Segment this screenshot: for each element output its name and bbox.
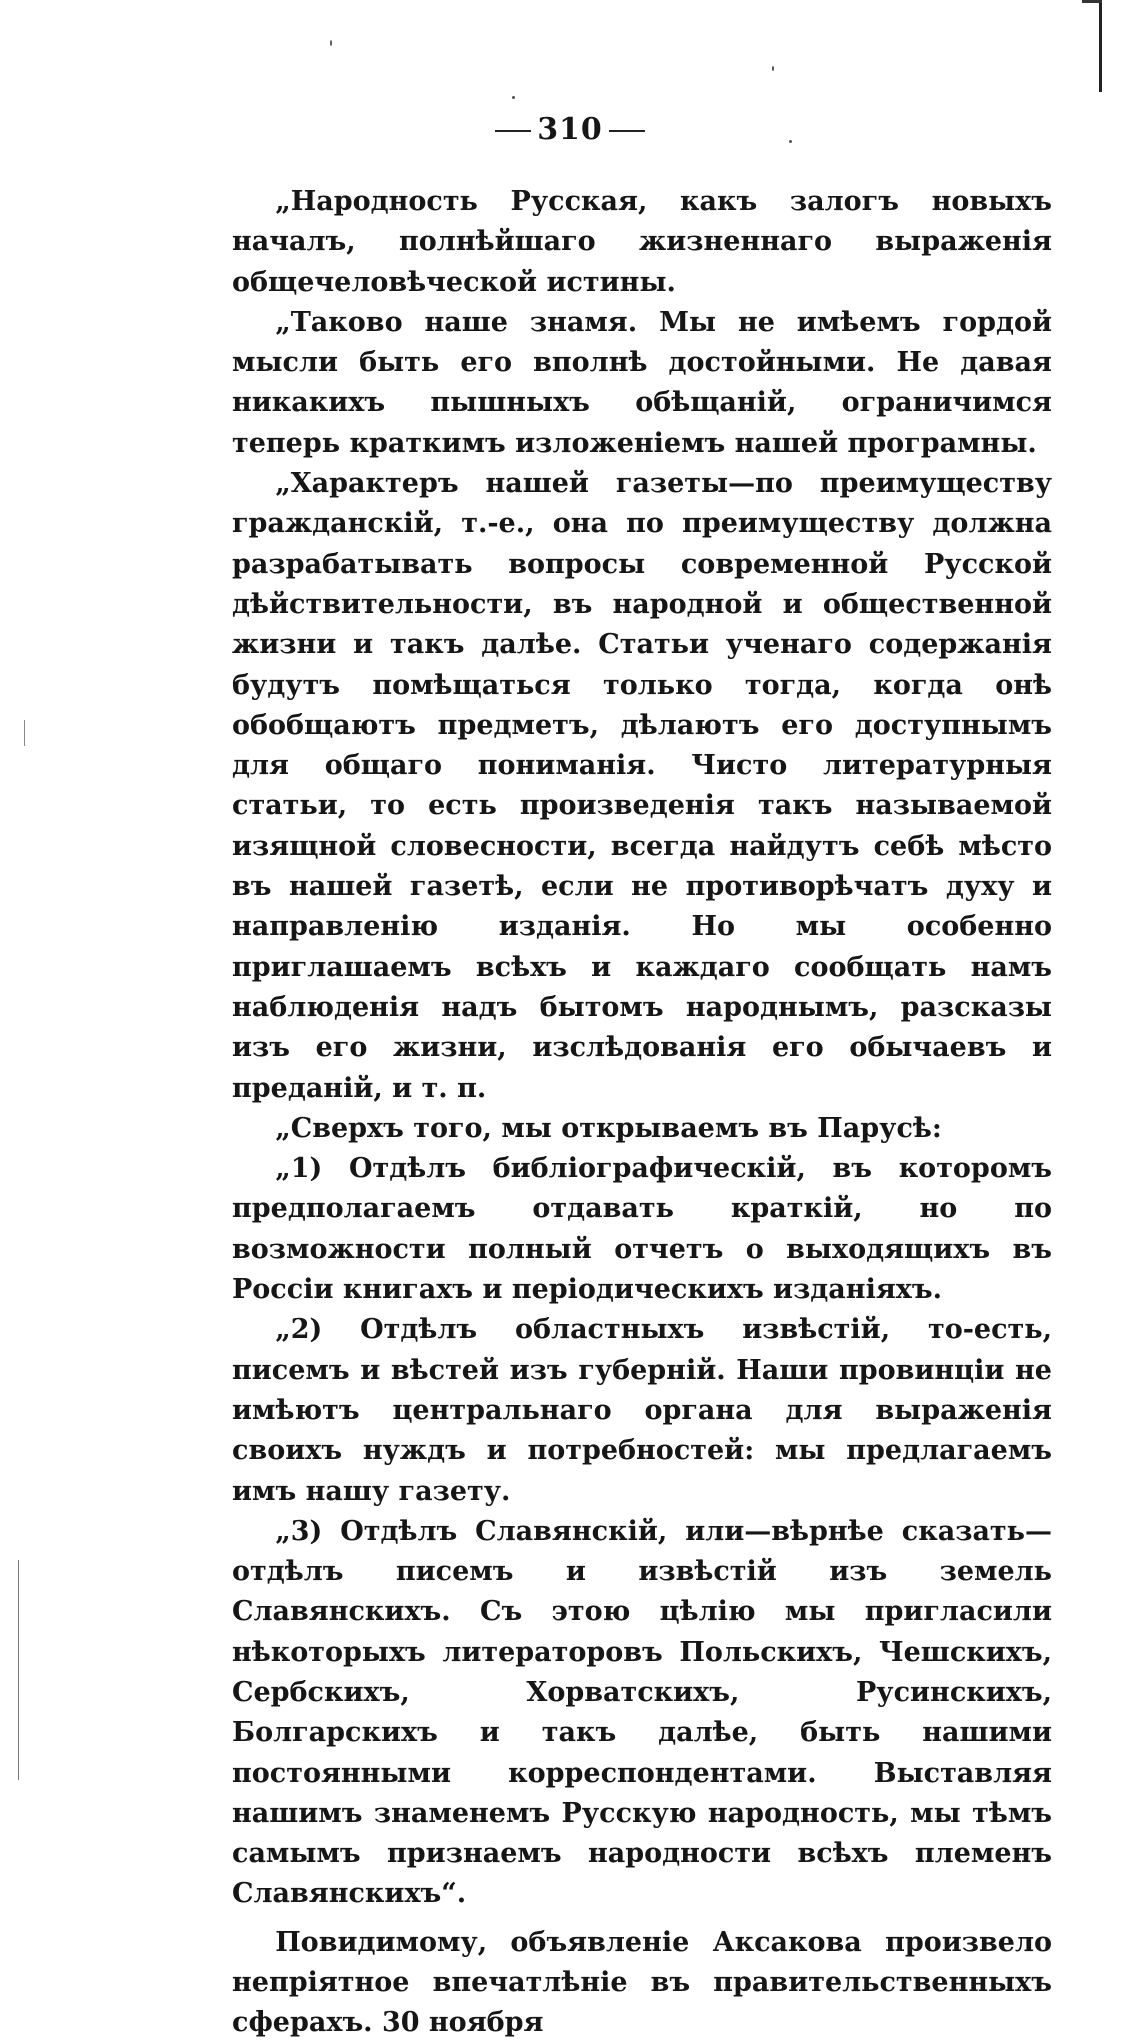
scan-left-edge-line	[18, 1560, 19, 1780]
paragraph-6: „2) Отдѣлъ областныхъ извѣстій, то-есть, писемъ и вѣстей изъ губерній. Наши провинціи не имѣютъ центральнаго органа для выраженія своихъ нуждъ и потребностей: мы предлагаемъ имъ нашу газету.	[232, 1314, 1052, 1507]
scan-binding-edge	[1099, 0, 1102, 92]
page-number-value: 310	[537, 112, 603, 147]
paragraph-3: „Характеръ нашей газеты—по преимуществу гражданскій, т.-е., она по преимуществу должна разрабатывать вопросы современной Русской дѣйствительности, въ народной и общественной жизни и такъ далѣе. Статьи ученаго содержанія будутъ помѣщаться только тогда, когда онѣ обобщаютъ предметъ, дѣлаютъ его доступнымъ для общаго пониманія. Чисто литературныя статьи, то есть произведенія такъ называемой изящной словесности, всегда найдутъ себѣ мѣсто въ нашей газетѣ, если не противорѣчатъ духу и направленію изданія. Но мы особенно приглашаемъ всѣхъ и каждаго сообщать намъ наблюденія надъ бытомъ народнымъ, разсказы изъ его жизни, изслѣдованія его обычаевъ и преданій, и т. п.	[232, 468, 1052, 1104]
paragraph-7: „3) Отдѣлъ Славянскій, или—вѣрнѣе сказать—отдѣлъ писемъ и извѣстій изъ земель Славянскихъ. Съ этою цѣлію мы пригласили нѣкоторыхъ литераторовъ Польскихъ, Чешскихъ, Сербскихъ, Хорватскихъ, Русинскихъ, Болгарскихъ и такъ далѣе, быть нашими постоянными корреспондентами. Выставляя нашимъ знаменемъ Русскую народность, мы тѣмъ самымъ признаемъ народности всѣхъ племенъ Славянскихъ“.	[232, 1515, 1052, 1910]
page-number-dash-right	[609, 130, 645, 132]
paragraph-4: „Сверхъ того, мы открываемъ въ Парусѣ:	[275, 1112, 942, 1144]
page-number-dash-left	[495, 130, 531, 132]
scan-speck	[512, 96, 515, 99]
scan-left-tick	[24, 720, 25, 746]
scan-speck	[330, 40, 332, 46]
body-text	[232, 182, 1052, 2044]
paragraph-8: Повидимому, объявленіе Аксакова произвело непріятное впечатлѣніе въ правительственныхъ сферахъ. 30 ноября	[232, 1926, 1052, 2039]
paragraph-5: „1) Отдѣлъ библіографическій, въ которомъ предполагаемъ отдавать краткій, но по возможности полный отчетъ о выходящихъ въ Россіи книгахъ и періодическихъ изданіяхъ.	[232, 1153, 1052, 1306]
scan-binding-edge-cap	[1082, 0, 1102, 3]
page-number	[0, 112, 1140, 147]
paragraph-1: „Народность Русская, какъ залогъ новыхъ началъ, полнѣйшаго жизненнаго выраженія общечеловѣческой истины.	[232, 186, 1052, 298]
paragraph-2: „Таково наше знамя. Мы не имѣемъ гордой мысли быть его вполнѣ достойными. Не давая никакихъ пышныхъ обѣщаній, ограничимся теперь краткимъ изложеніемъ нашей програмны.	[232, 306, 1052, 459]
scan-speck	[772, 66, 774, 71]
